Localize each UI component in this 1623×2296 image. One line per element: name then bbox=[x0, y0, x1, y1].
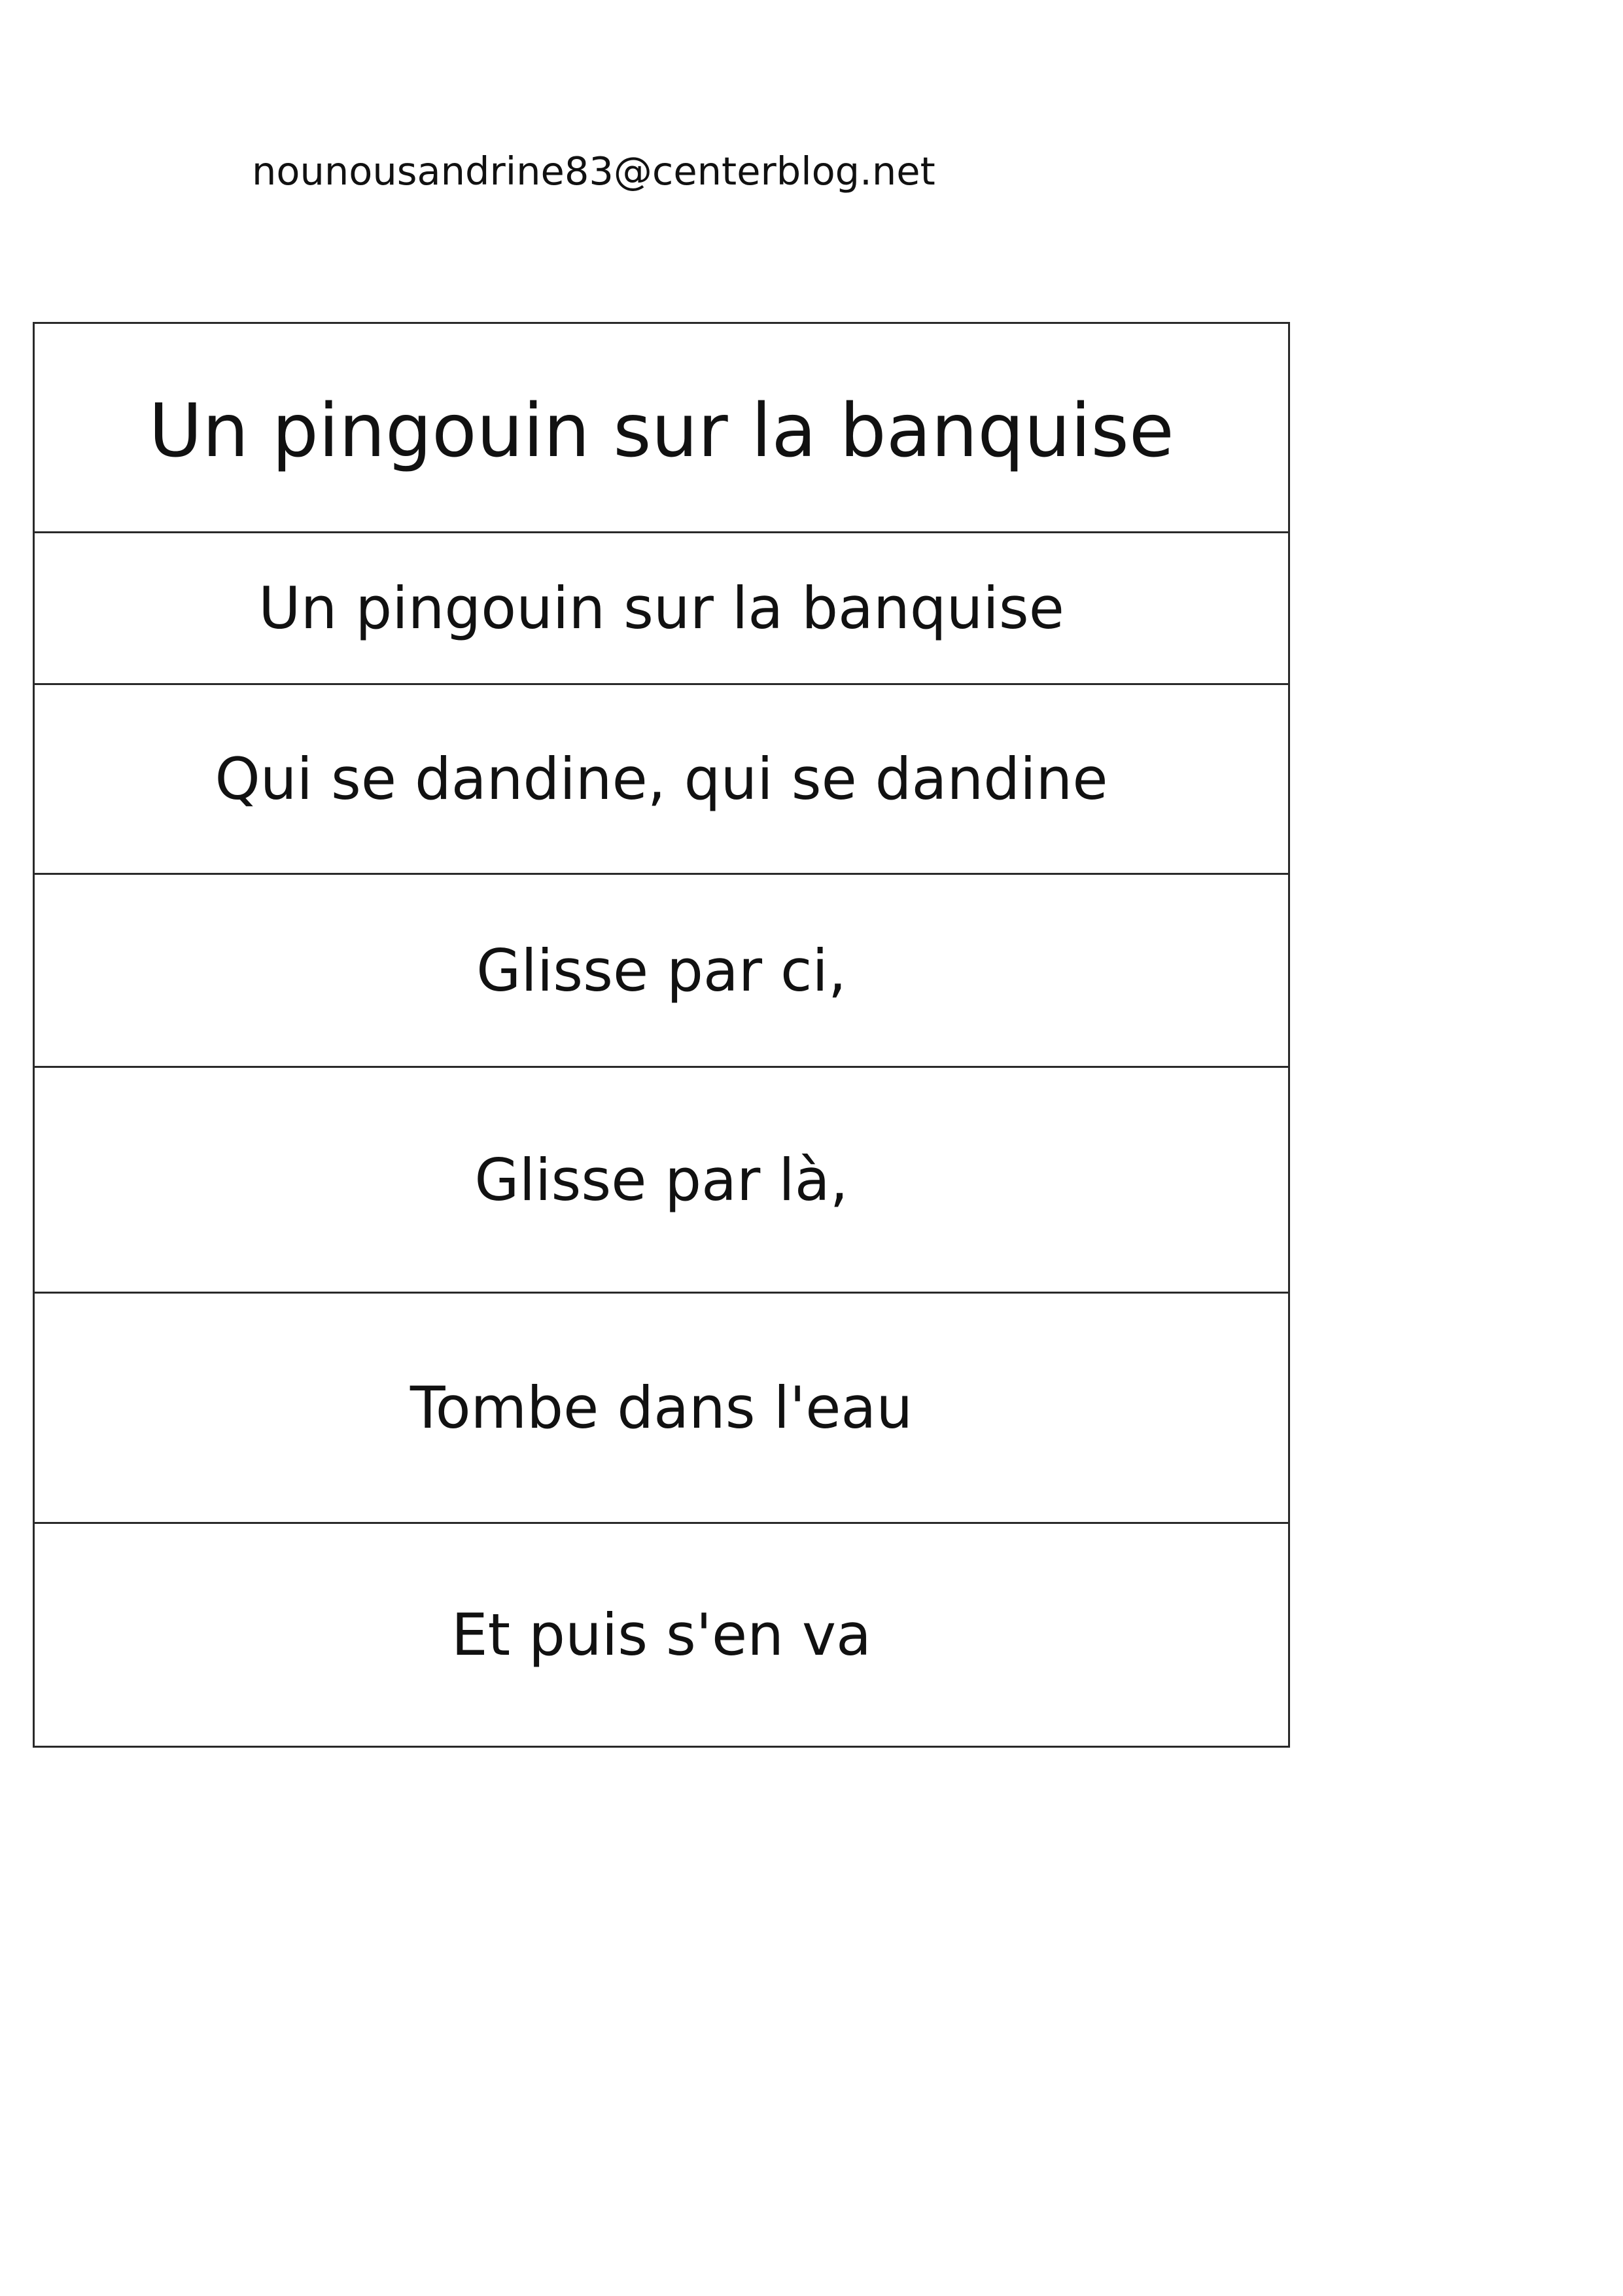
poem-line: Tombe dans l'eau bbox=[410, 1374, 913, 1441]
poem-table bbox=[33, 322, 1290, 1748]
poem-line: Glisse par là, bbox=[474, 1146, 848, 1214]
poem-line-row bbox=[35, 875, 1288, 1068]
poem-line-row bbox=[35, 1294, 1288, 1524]
poem-line-row bbox=[35, 685, 1288, 875]
poem-line-row bbox=[35, 1524, 1288, 1746]
email-address: nounousandrine83@centerblog.net bbox=[252, 149, 935, 194]
poem-line: Un pingouin sur la banquise bbox=[258, 574, 1064, 642]
poem-line-row bbox=[35, 533, 1288, 685]
poem-line: Glisse par ci, bbox=[476, 936, 846, 1004]
poem-line-row bbox=[35, 1068, 1288, 1294]
poem-line: Qui se dandine, qui se dandine bbox=[215, 745, 1108, 813]
poem-line: Et puis s'en va bbox=[451, 1601, 871, 1669]
poem-title-row bbox=[35, 324, 1288, 533]
poem-title: Un pingouin sur la banquise bbox=[148, 388, 1174, 474]
